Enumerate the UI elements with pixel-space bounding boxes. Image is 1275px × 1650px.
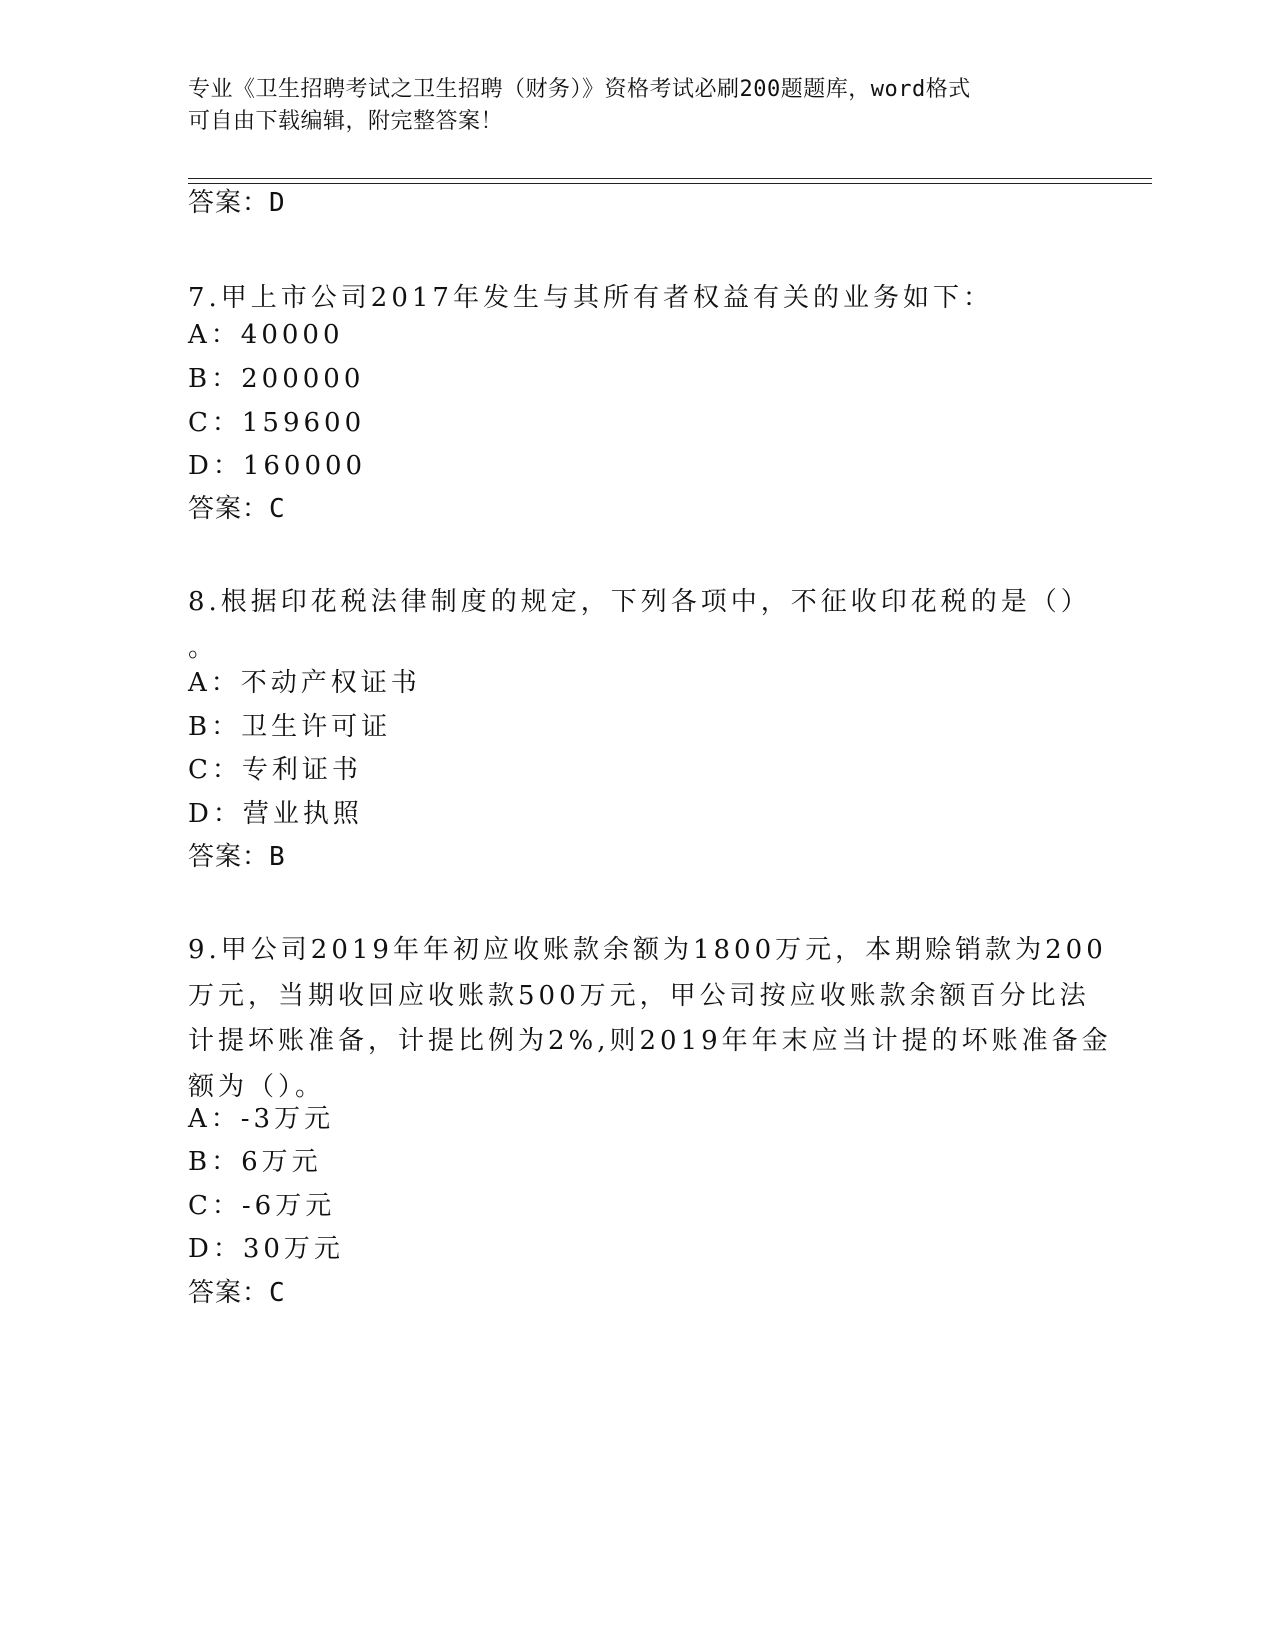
question-8-line-1: 8.根据印花税法律制度的规定，下列各项中，不征收印花税的是（）: [188, 587, 1091, 617]
answer-prev: 答案：D: [188, 188, 286, 218]
question-9-option-d: D：30万元: [188, 1234, 344, 1264]
question-8-option-b: B：卫生许可证: [188, 712, 392, 742]
header-rule-bottom: [188, 183, 1152, 184]
question-8-answer: 答案：B: [188, 842, 286, 872]
question-7-option-d: D：160000: [188, 451, 367, 481]
question-9-line-4: 额为（）。: [188, 1071, 326, 1102]
question-8-option-d: D：营业执照: [188, 799, 363, 829]
question-9-answer: 答案：C: [188, 1278, 286, 1308]
question-7-option-b: B：200000: [188, 364, 365, 394]
question-7-answer: 答案：C: [188, 494, 286, 524]
question-8-line-2: 。: [188, 632, 219, 663]
header-line-2: 可自由下载编辑，附完整答案！: [188, 109, 504, 134]
page-header: [188, 74, 1088, 138]
question-9-option-c: C：-6万元: [188, 1191, 336, 1221]
question-8-option-a: A：不动产权证书: [188, 668, 421, 698]
question-7-option-a: A：40000: [188, 320, 344, 350]
question-7-stem: [188, 276, 1068, 322]
header-rule-top: [188, 178, 1152, 179]
question-9-line-2: 万元，当期收回应收账款500万元，甲公司按应收账款余额百分比法: [188, 980, 1090, 1011]
header-line-1: 专业《卫生招聘考试之卫生招聘（财务）》资格考试必刷200题题库，word格式: [188, 77, 971, 102]
question-9-stem: [188, 928, 1112, 1110]
question-9-option-b: B：6万元: [188, 1147, 322, 1177]
question-9-line-3: 计提坏账准备，计提比例为2%,则2019年年末应当计提的坏账准备金: [188, 1026, 1112, 1056]
question-7-option-c: C：159600: [188, 408, 366, 438]
question-7-line-1: 7.甲上市公司2017年发生与其所有者权益有关的业务如下：: [188, 283, 993, 313]
question-9-option-a: A：-3万元: [188, 1104, 335, 1134]
question-8-stem: [188, 580, 1091, 671]
question-9-line-1: 9.甲公司2019年年初应收账款余额为1800万元，本期赊销款为200: [188, 935, 1107, 965]
question-8-option-c: C：专利证书: [188, 755, 362, 785]
